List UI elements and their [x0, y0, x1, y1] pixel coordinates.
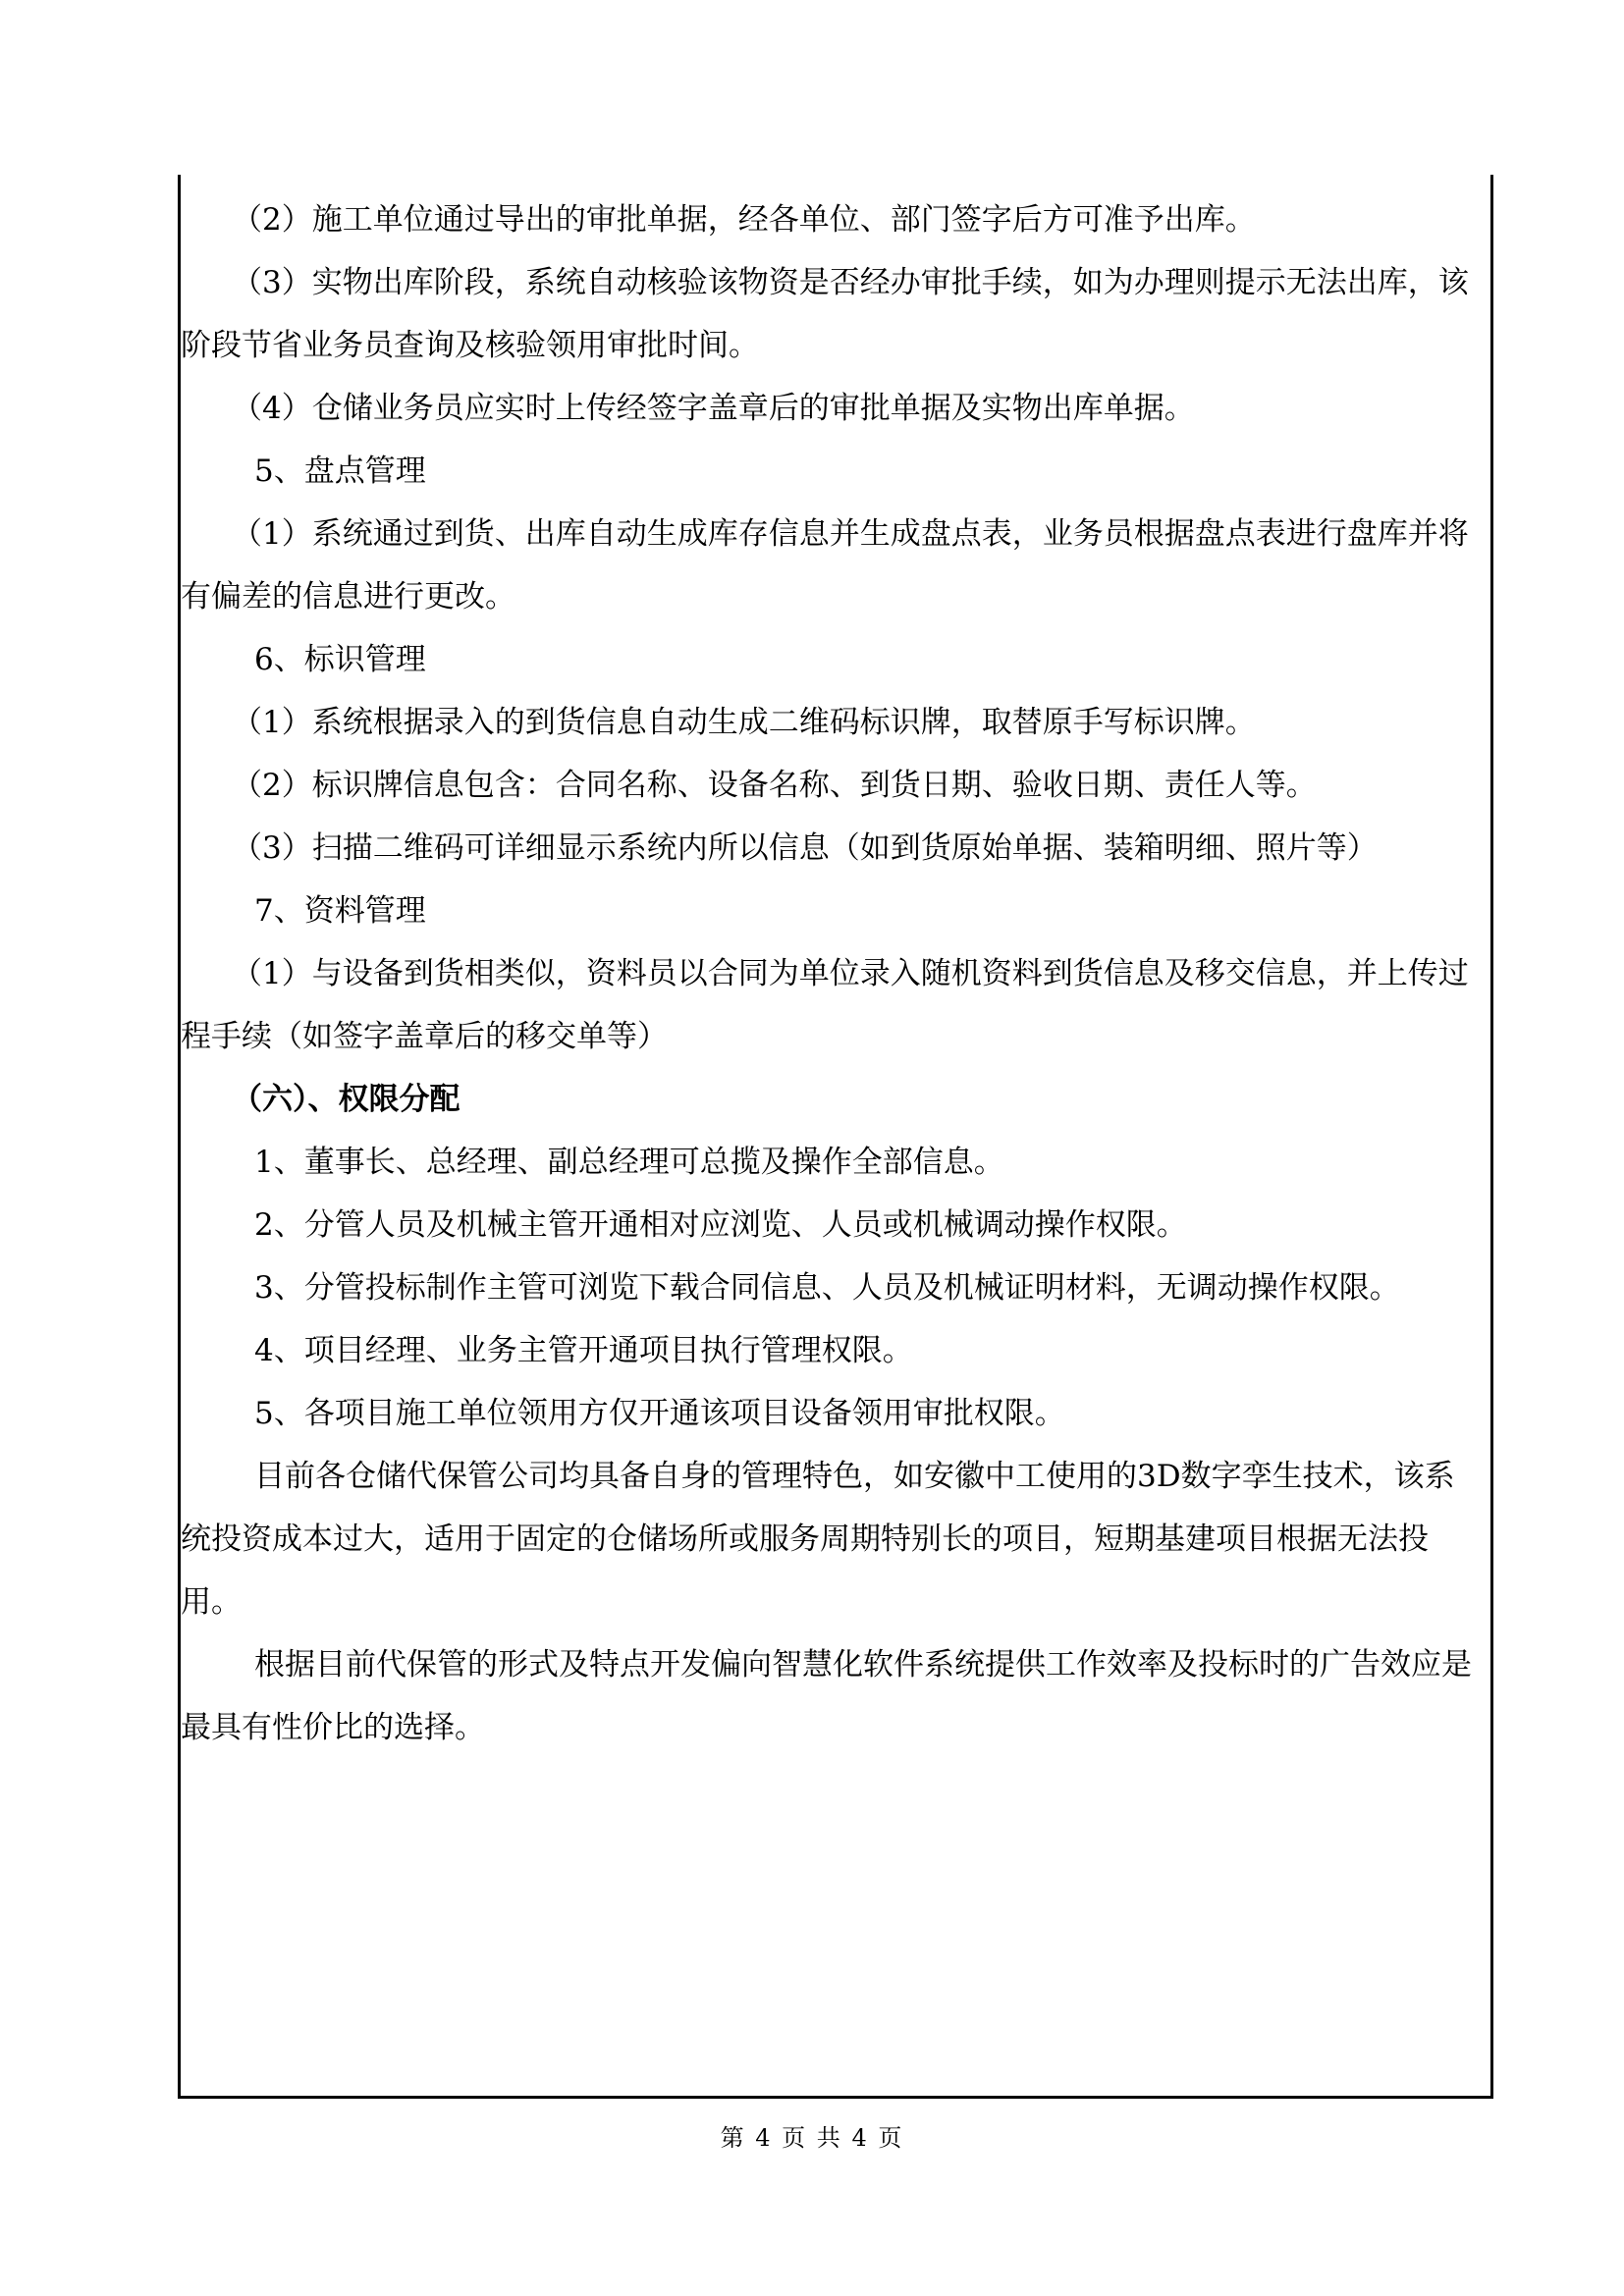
permission-item-4: 4、项目经理、业务主管开通项目执行管理权限。 [254, 1333, 913, 1368]
paragraph-outbound-4: （4）仓储业务员应实时上传经签字盖章后的审批单据及实物出库单据。 [232, 391, 1195, 426]
permission-item-1: 1、董事长、总经理、副总经理可总揽及操作全部信息。 [254, 1145, 1004, 1180]
paragraph-label-1: （1）系统根据录入的到货信息自动生成二维码标识牌，取替原手写标识牌。 [232, 705, 1256, 740]
permission-item-5: 5、各项目施工单位领用方仅开通该项目设备领用审批权限。 [254, 1396, 1065, 1431]
section-permissions-heading: （六）、权限分配 [232, 1082, 460, 1117]
paragraph-conclusion-1: 目前各仓储代保管公司均具备自身的管理特色，如安徽中工使用的3D数字孪生技术，该系统投资成本过大，适用于固定的仓储场所或服务周期特别长的项目，短期基建项目根据无法投用。 [181, 1459, 1455, 1620]
paragraph-documents-1: （1）与设备到货相类似，资料员以合同为单位录入随机资料到货信息及移交信息，并上传过程手续（如签字盖章后的移交单等） [181, 956, 1469, 1054]
paragraph-conclusion-2: 根据目前代保管的形式及特点开发偏向智慧化软件系统提供工作效率及投标时的广告效应是最具有性价比的选择。 [181, 1647, 1472, 1745]
page-number-footer: 第 4 页 共 4 页 [720, 2124, 904, 2152]
section-inventory-heading: 5、盘点管理 [254, 454, 426, 489]
permission-item-3: 3、分管投标制作主管可浏览下载合同信息、人员及机械证明材料，无调动操作权限。 [254, 1270, 1400, 1306]
paragraph-outbound-2: （2）施工单位通过导出的审批单据，经各单位、部门签字后方可准予出库。 [232, 202, 1256, 238]
paragraph-label-2: （2）标识牌信息包含：合同名称、设备名称、到货日期、验收日期、责任人等。 [232, 768, 1317, 803]
section-documents-heading: 7、资料管理 [254, 893, 426, 929]
paragraph-inventory-1: （1）系统通过到货、出库自动生成库存信息并生成盘点表，业务员根据盘点表进行盘库并将有偏差的信息进行更改。 [181, 516, 1469, 614]
permission-item-2: 2、分管人员及机械主管开通相对应浏览、人员或机械调动操作权限。 [254, 1207, 1187, 1243]
document-frame [178, 175, 1493, 2099]
document-body [181, 175, 1490, 1759]
section-label-heading: 6、标识管理 [254, 642, 426, 677]
paragraph-label-3: （3）扫描二维码可详细显示系统内所以信息（如到货原始单据、装箱明细、照片等） [232, 830, 1378, 866]
paragraph-outbound-3: （3）实物出库阶段，系统自动核验该物资是否经办审批手续，如为办理则提示无法出库，该阶段节省业务员查询及核验领用审批时间。 [181, 265, 1469, 363]
